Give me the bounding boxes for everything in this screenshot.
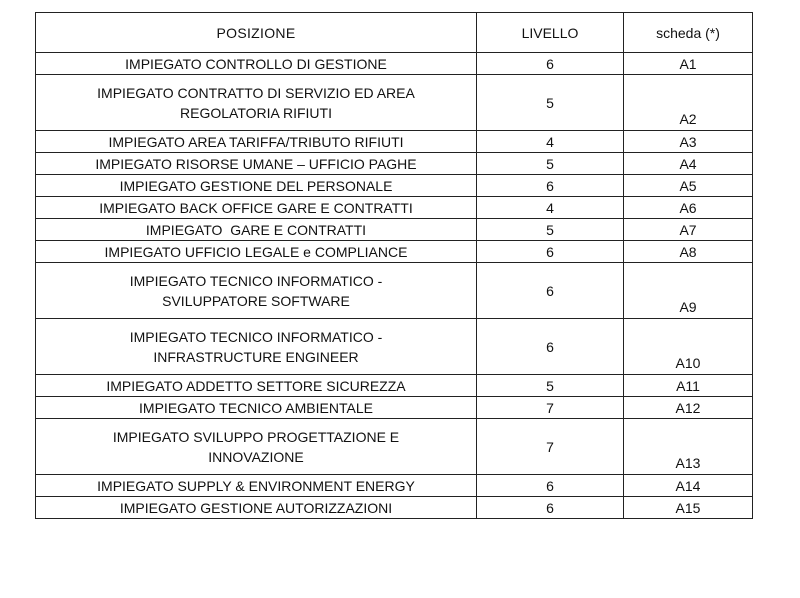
table-row: [36, 375, 753, 397]
position-cell: IMPIEGATO TECNICO INFORMATICO - INFRASTRUCTURE ENGINEER: [36, 319, 477, 375]
table-row: [36, 219, 753, 241]
table-row: [36, 241, 753, 263]
table-row: [36, 419, 753, 475]
position-cell: IMPIEGATO UFFICIO LEGALE e COMPLIANCE: [36, 241, 477, 263]
header-sheet: scheda (*): [624, 13, 753, 53]
level-cell: 6: [477, 475, 624, 497]
sheet-cell: A6: [624, 197, 753, 219]
table-row: [36, 497, 753, 519]
table-row: [36, 175, 753, 197]
position-cell: IMPIEGATO GESTIONE DEL PERSONALE: [36, 175, 477, 197]
level-cell: 4: [477, 197, 624, 219]
level-cell: 6: [477, 53, 624, 75]
level-cell: 5: [477, 153, 624, 175]
sheet-cell: A5: [624, 175, 753, 197]
table-row: [36, 131, 753, 153]
table-row: [36, 475, 753, 497]
table-row: [36, 263, 753, 319]
position-cell: IMPIEGATO AREA TARIFFA/TRIBUTO RIFIUTI: [36, 131, 477, 153]
table-row: [36, 197, 753, 219]
position-cell: IMPIEGATO TECNICO INFORMATICO - SVILUPPATORE SOFTWARE: [36, 263, 477, 319]
level-cell: 6: [477, 319, 624, 375]
sheet-cell: A8: [624, 241, 753, 263]
sheet-cell: A3: [624, 131, 753, 153]
position-cell: IMPIEGATO CONTROLLO DI GESTIONE: [36, 53, 477, 75]
level-cell: 7: [477, 397, 624, 419]
sheet-cell: A11: [624, 375, 753, 397]
sheet-cell: A10: [624, 319, 753, 375]
table-row: [36, 153, 753, 175]
level-cell: 7: [477, 419, 624, 475]
sheet-cell: A12: [624, 397, 753, 419]
table-row: [36, 53, 753, 75]
table-body: [36, 53, 753, 519]
position-cell: IMPIEGATO BACK OFFICE GARE E CONTRATTI: [36, 197, 477, 219]
level-cell: 5: [477, 219, 624, 241]
level-cell: 6: [477, 241, 624, 263]
position-cell: IMPIEGATO ADDETTO SETTORE SICUREZZA: [36, 375, 477, 397]
header-level: LIVELLO: [477, 13, 624, 53]
position-cell: IMPIEGATO CONTRATTO DI SERVIZIO ED AREA REGOLATORIA RIFIUTI: [36, 75, 477, 131]
position-cell: IMPIEGATO SUPPLY & ENVIRONMENT ENERGY: [36, 475, 477, 497]
sheet-cell: A7: [624, 219, 753, 241]
sheet-cell: A9: [624, 263, 753, 319]
table-header: [36, 13, 753, 53]
sheet-cell: A15: [624, 497, 753, 519]
sheet-cell: A1: [624, 53, 753, 75]
level-cell: 4: [477, 131, 624, 153]
sheet-cell: A13: [624, 419, 753, 475]
position-cell: IMPIEGATO TECNICO AMBIENTALE: [36, 397, 477, 419]
positions-table: [35, 12, 753, 519]
table-row: [36, 75, 753, 131]
position-cell: IMPIEGATO RISORSE UMANE – UFFICIO PAGHE: [36, 153, 477, 175]
level-cell: 6: [477, 175, 624, 197]
level-cell: 6: [477, 497, 624, 519]
position-cell: IMPIEGATO GARE E CONTRATTI: [36, 219, 477, 241]
sheet-cell: A2: [624, 75, 753, 131]
level-cell: 5: [477, 75, 624, 131]
level-cell: 6: [477, 263, 624, 319]
header-row: [36, 13, 753, 53]
sheet-cell: A14: [624, 475, 753, 497]
sheet-cell: A4: [624, 153, 753, 175]
position-cell: IMPIEGATO SVILUPPO PROGETTAZIONE E INNOVAZIONE: [36, 419, 477, 475]
header-position: POSIZIONE: [36, 13, 477, 53]
table-row: [36, 319, 753, 375]
position-cell: IMPIEGATO GESTIONE AUTORIZZAZIONI: [36, 497, 477, 519]
level-cell: 5: [477, 375, 624, 397]
table-row: [36, 397, 753, 419]
